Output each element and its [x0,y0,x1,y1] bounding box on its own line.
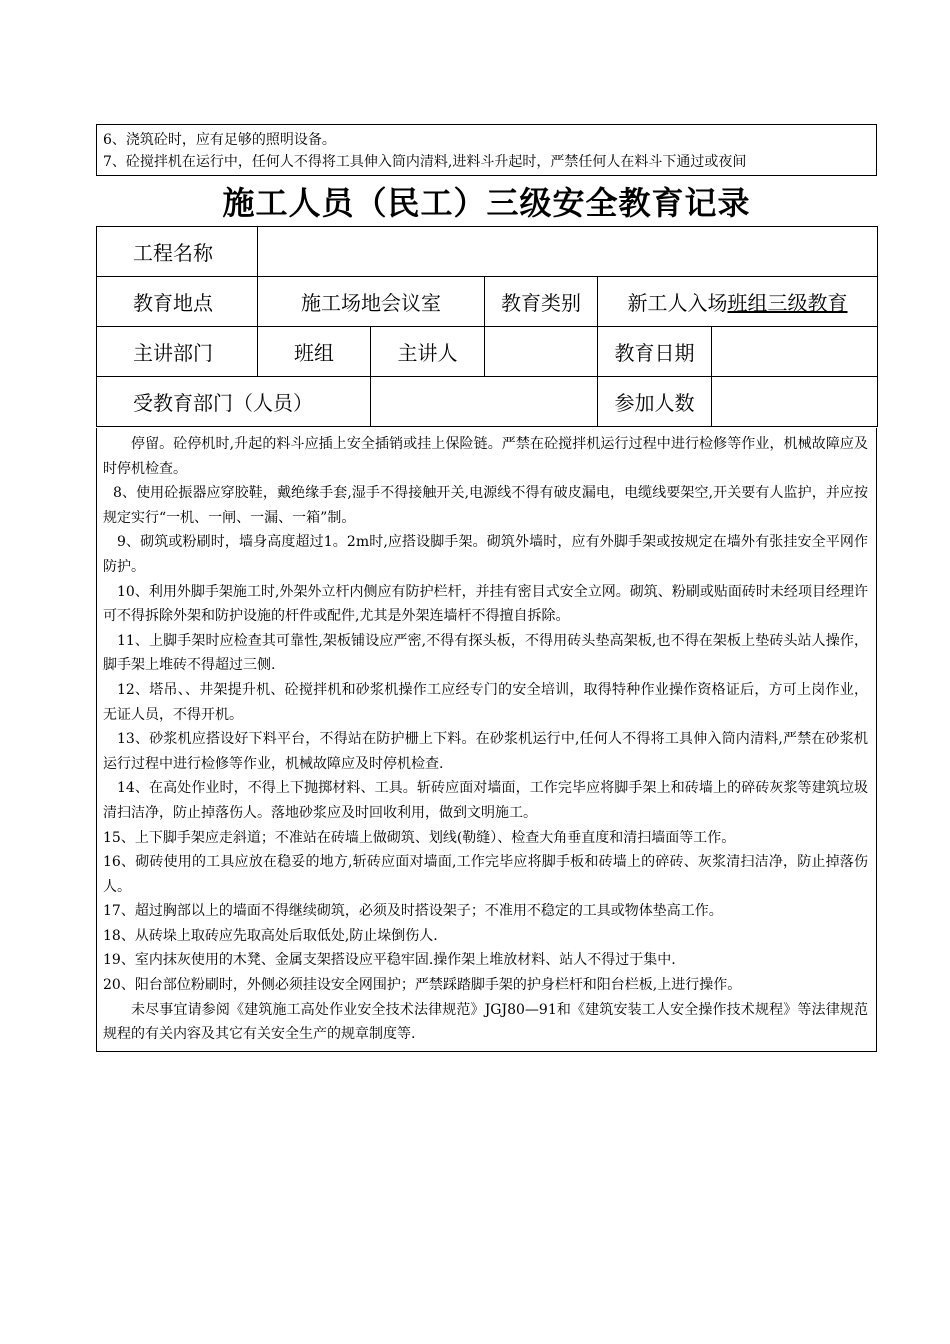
form-row-department [97,327,878,377]
rule-paragraph: 12、塔吊、、井架提升机、砼搅拌机和砂浆机操作工应经专门的安全培训，取得特种作业操作资格证后，方可上岗作业，无证人员，不得开机。 [103,681,868,723]
rule-paragraph: 16、砌砖使用的工具应放在稳妥的地方,斩砖应面对墙面,工作完毕应将脚手板和砖墙上的碎砖、灰浆清扫洁净，防止掉落伤人。 [103,854,868,895]
rule-paragraph: 停留。砼停机时,升起的料斗应插上安全插销或挂上保险链。严禁在砼搅拌机运行过程中进行检修等作业，机械故障应及时停机检查。 [103,436,868,477]
closing-paragraph: 未尽事宜请参阅《建筑施工高处作业安全技术法律规范》JGJ80—91和《建筑安装工人安全操作技术规程》等法律规范规程的有关内容及其它有关安全生产的规章制度等. [103,1001,868,1043]
lecturer-label: 主讲人 [371,327,485,377]
rule-6-text: 6、浇筑砼时，应有足够的照明设备。 [103,132,336,148]
project-name-label: 工程名称 [97,227,258,277]
form-row-trainees [97,377,878,427]
safety-rules-content [96,428,877,1052]
rule-paragraph: 15、上下脚手架应走斜道；不准站在砖墙上做砌筑、划线(勒缝）、检查大角垂直度和清扫墙面等工作。 [103,829,736,846]
category-prefix: 新工人入场 [627,291,728,315]
trainee-label: 受教育部门（人员） [97,377,371,427]
lecturer-field[interactable] [485,327,598,377]
rule-paragraph: 19、室内抹灰使用的木凳、金属支架搭设应平稳牢固.操作架上堆放材料、站人不得过于集中. [103,952,676,969]
rule-paragraph: 9、砌筑或粉刷时，墙身高度超过1。2m时,应搭设脚手架。砌筑外墙时，应有外脚手架或按规定在墙外有张挂安全平网作防护。 [103,534,868,575]
project-name-field[interactable] [258,227,878,277]
document-title: 施工人员（民工）三级安全教育记录 [222,184,751,222]
date-field[interactable] [712,327,878,377]
rule-paragraph: 10、利用外脚手架施工时,外架外立杆内侧应有防护栏杆，并挂有密目式安全立网。砌筑、粉刷或贴面砖时未经项目经理许可不得拆除外架和防护设施的杆件或配件,尤其是外架连墙杆不得擅自拆除。 [103,583,868,625]
location-label: 教育地点 [97,277,258,327]
form-row-project [97,227,878,277]
rule-paragraph: 11、上脚手架时应检查其可靠性,架板铺设应严密,不得有探头板，不得用砖头垫高架板,也不得在架板上垫砖头站人操作，脚手架上堆砖不得超过三侧. [103,632,868,674]
location-field[interactable]: 施工场地会议室 [258,277,485,327]
rule-paragraph: 14、在高处作业时，不得上下抛掷材料、工具。斩砖应面对墙面，工作完毕应将脚手架上和砖墙上的碎砖灰浆等建筑垃圾清扫洁净，防止掉落伤人。落地砂浆应及时回收利用，做到文明施工。 [103,780,868,821]
rule-paragraph: 8、使用砼振器应穿胶鞋，戴绝缘手套,湿手不得接触开关,电源线不得有破皮漏电，电缆线要架空,开关要有人监护，并应按规定实行“一机、一闸、一漏、一箱”制。 [103,485,868,526]
department-field[interactable]: 班组 [258,327,371,377]
department-label: 主讲部门 [97,327,258,377]
rule-paragraph: 13、砂浆机应搭设好下料平台，不得站在防护栅上下料。在砂浆机运行中,任何人不得将工具伸入筒内清料,严禁在砂浆机运行过程中进行检修等作业，机械故障应及时停机检查. [103,731,868,772]
rule-paragraph: 20、阳台部位粉刷时，外侧必须挂设安全网围护；严禁踩踏脚手架的护身栏杆和阳台栏板,上进行操作。 [103,977,742,994]
category-underlined: 班组三级教育 [727,291,848,315]
rule-7-text: 7、砼搅拌机在运行中，任何人不得将工具伸入筒内清料,进料斗升起时，严禁任何人在料斗下通过或夜间 [103,154,747,170]
count-label: 参加人数 [598,377,712,427]
form-row-location [97,277,878,327]
trainee-field[interactable] [371,377,598,427]
education-record-form [96,226,878,427]
count-field[interactable] [712,377,878,427]
continued-rules-box [96,124,877,176]
rule-paragraph: 17、超过胸部以上的墙面不得继续砌筑，必须及时搭设架子；不准用不稳定的工具或物体垫高工作。 [103,903,723,920]
rule-paragraph: 18、从砖垛上取砖应先取高处后取低处,防止垛倒伤人. [103,927,438,944]
category-label: 教育类别 [485,277,598,327]
category-field[interactable] [598,277,878,327]
date-label: 教育日期 [598,327,712,377]
